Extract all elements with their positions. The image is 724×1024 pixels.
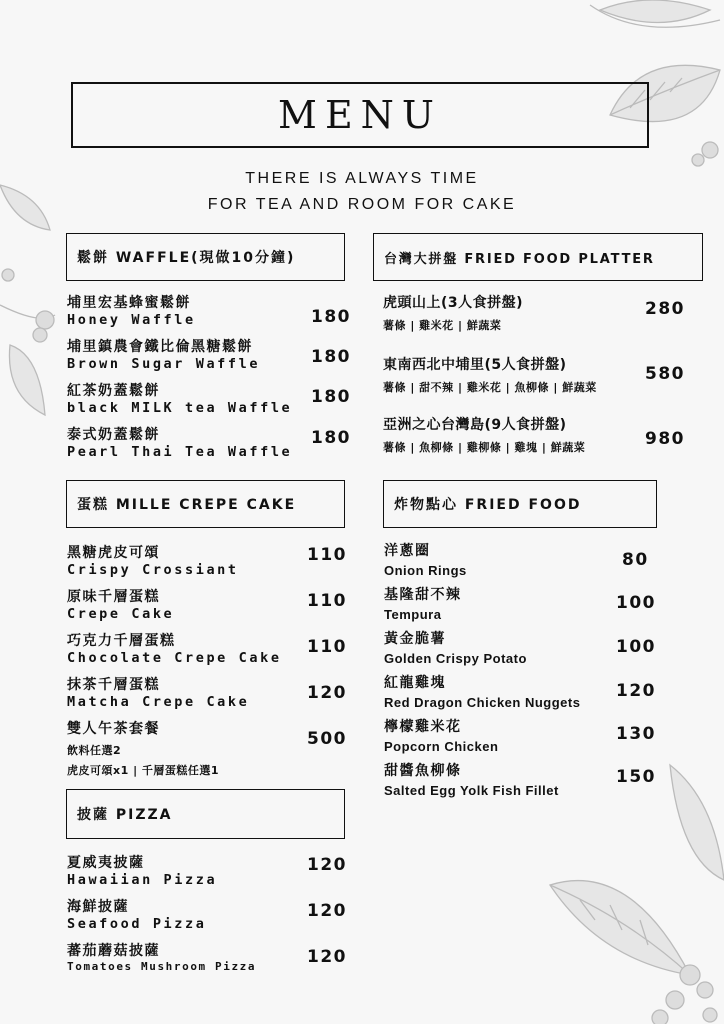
section-cake-title: 蛋糕 MILLE CREPE CAKE bbox=[77, 497, 297, 513]
item-name-zh: 紅茶奶蓋鬆餅 bbox=[67, 383, 160, 399]
menu-title: MENU bbox=[278, 93, 442, 137]
item-price: 100 bbox=[616, 593, 656, 613]
item-price: 280 bbox=[645, 299, 685, 319]
menu-item bbox=[384, 540, 467, 578]
item-name-zh: 埔里鎮農會鐵比倫黑糖鬆餅 bbox=[67, 339, 253, 355]
item-price: 100 bbox=[616, 637, 656, 657]
leaf-decoration-bottom-right bbox=[540, 760, 724, 1024]
item-name-zh: 黑糖虎皮可頌 bbox=[67, 545, 160, 561]
item-name-en: Tomatoes Mushroom Pizza bbox=[67, 960, 257, 973]
section-waffle-heading bbox=[66, 233, 345, 281]
section-fried-heading bbox=[383, 480, 657, 528]
item-name-zh: 檸檬雞米花 bbox=[384, 719, 462, 735]
item-price: 120 bbox=[307, 855, 347, 875]
item-name-en: Pearl Thai Tea Waffle bbox=[67, 444, 293, 460]
menu-item bbox=[67, 674, 249, 710]
item-name-en: Chocolate Crepe Cake bbox=[67, 650, 282, 666]
item-price: 580 bbox=[645, 364, 685, 384]
menu-item bbox=[67, 896, 206, 932]
item-price: 110 bbox=[307, 637, 347, 657]
item-price: 180 bbox=[311, 428, 351, 448]
menu-item bbox=[67, 424, 292, 460]
item-price: 120 bbox=[307, 683, 347, 703]
item-price: 180 bbox=[311, 307, 351, 327]
item-price: 130 bbox=[616, 724, 656, 744]
item-detail: 薯條 | 魚柳條 | 雞柳條 | 雞塊 | 鮮蔬菜 bbox=[383, 441, 586, 454]
menu-item bbox=[67, 940, 256, 973]
tagline-line-2: FOR TEA AND ROOM FOR CAKE bbox=[207, 196, 517, 213]
item-name-en: Onion Rings bbox=[384, 563, 467, 578]
menu-item bbox=[67, 586, 174, 622]
item-detail: 薯條 | 雞米花 | 鮮蔬菜 bbox=[383, 319, 502, 332]
tagline-line-1: THERE IS ALWAYS TIME bbox=[245, 170, 479, 187]
item-name-zh: 海鮮披薩 bbox=[67, 899, 129, 915]
item-name-zh: 東南西北中埔里(5人食拼盤) bbox=[383, 357, 567, 373]
item-name-zh: 抹茶千層蛋糕 bbox=[67, 677, 160, 693]
menu-item bbox=[383, 354, 597, 395]
item-price: 180 bbox=[311, 347, 351, 367]
item-name-zh: 蕃茄蘑菇披薩 bbox=[67, 943, 160, 959]
section-fried-title: 炸物點心 FRIED FOOD bbox=[394, 497, 582, 513]
menu-item-set bbox=[67, 718, 219, 778]
item-price: 120 bbox=[307, 947, 347, 967]
item-price: 500 bbox=[307, 729, 347, 749]
section-platter-title: 台灣大拼盤 FRIED FOOD PLATTER bbox=[384, 251, 655, 267]
menu-item bbox=[67, 630, 282, 666]
item-name-zh: 埔里宏基蜂蜜鬆餅 bbox=[67, 295, 191, 311]
item-price: 120 bbox=[307, 901, 347, 921]
item-name-en: Tempura bbox=[384, 607, 442, 622]
menu-item bbox=[384, 760, 559, 798]
item-name-zh: 原味千層蛋糕 bbox=[67, 589, 160, 605]
menu-item bbox=[384, 584, 462, 622]
item-name-en: Salted Egg Yolk Fish Fillet bbox=[384, 783, 559, 798]
menu-item bbox=[384, 672, 580, 710]
item-name-en: Red Dragon Chicken Nuggets bbox=[384, 695, 581, 710]
section-cake-heading bbox=[66, 480, 345, 528]
item-price: 110 bbox=[307, 591, 347, 611]
section-pizza-heading bbox=[66, 789, 345, 839]
item-detail: 虎皮可頌x1 | 千層蛋糕任選1 bbox=[67, 764, 220, 777]
title-box bbox=[71, 82, 649, 148]
item-price: 120 bbox=[616, 681, 656, 701]
item-price: 980 bbox=[645, 429, 685, 449]
item-name-zh: 甜醬魚柳條 bbox=[384, 763, 462, 779]
item-name-zh: 巧克力千層蛋糕 bbox=[67, 633, 176, 649]
item-name-en: Crepe Cake bbox=[67, 606, 175, 622]
item-name-en: Seafood Pizza bbox=[67, 916, 207, 932]
item-detail: 薯條 | 甜不辣 | 雞米花 | 魚柳條 | 鮮蔬菜 bbox=[383, 381, 597, 394]
menu-item bbox=[67, 336, 260, 372]
item-price: 80 bbox=[622, 550, 649, 570]
menu-item bbox=[67, 380, 292, 416]
item-price: 110 bbox=[307, 545, 347, 565]
menu-item bbox=[67, 852, 217, 888]
item-name-en: Hawaiian Pizza bbox=[67, 872, 218, 888]
item-price: 150 bbox=[616, 767, 656, 787]
item-name-en: black MILK tea Waffle bbox=[67, 400, 293, 416]
item-name-zh: 泰式奶蓋鬆餅 bbox=[67, 427, 160, 443]
menu-item bbox=[383, 292, 523, 333]
item-name-en: Popcorn Chicken bbox=[384, 739, 499, 754]
item-name-en: Golden Crispy Potato bbox=[384, 651, 527, 666]
item-name-en: Brown Sugar Waffle bbox=[67, 356, 261, 372]
menu-item bbox=[384, 716, 498, 754]
item-name-en: Crispy Crossiant bbox=[67, 562, 239, 578]
section-pizza-title: 披薩 PIZZA bbox=[77, 807, 173, 823]
menu-item bbox=[67, 542, 239, 578]
section-platter-heading bbox=[373, 233, 703, 281]
section-waffle-title: 鬆餅 WAFFLE(現做10分鐘) bbox=[77, 250, 296, 266]
item-name-zh: 亞洲之心台灣島(9人食拼盤) bbox=[383, 417, 567, 433]
item-name-zh: 黃金脆薯 bbox=[384, 631, 446, 647]
menu-item bbox=[384, 628, 527, 666]
item-name-en: Honey Waffle bbox=[67, 312, 196, 328]
item-name-en: Matcha Crepe Cake bbox=[67, 694, 250, 710]
item-name-zh: 洋蔥圈 bbox=[384, 543, 431, 559]
menu-item bbox=[383, 414, 585, 455]
item-detail: 飲料任選2 bbox=[67, 744, 122, 757]
item-name-zh: 紅龍雞塊 bbox=[384, 675, 446, 691]
item-name-zh: 雙人午茶套餐 bbox=[67, 721, 160, 737]
menu-item bbox=[67, 292, 196, 328]
item-name-zh: 虎頭山上(3人食拼盤) bbox=[383, 295, 524, 311]
item-name-zh: 夏威夷披薩 bbox=[67, 855, 145, 871]
item-price: 180 bbox=[311, 387, 351, 407]
item-name-zh: 基隆甜不辣 bbox=[384, 587, 462, 603]
